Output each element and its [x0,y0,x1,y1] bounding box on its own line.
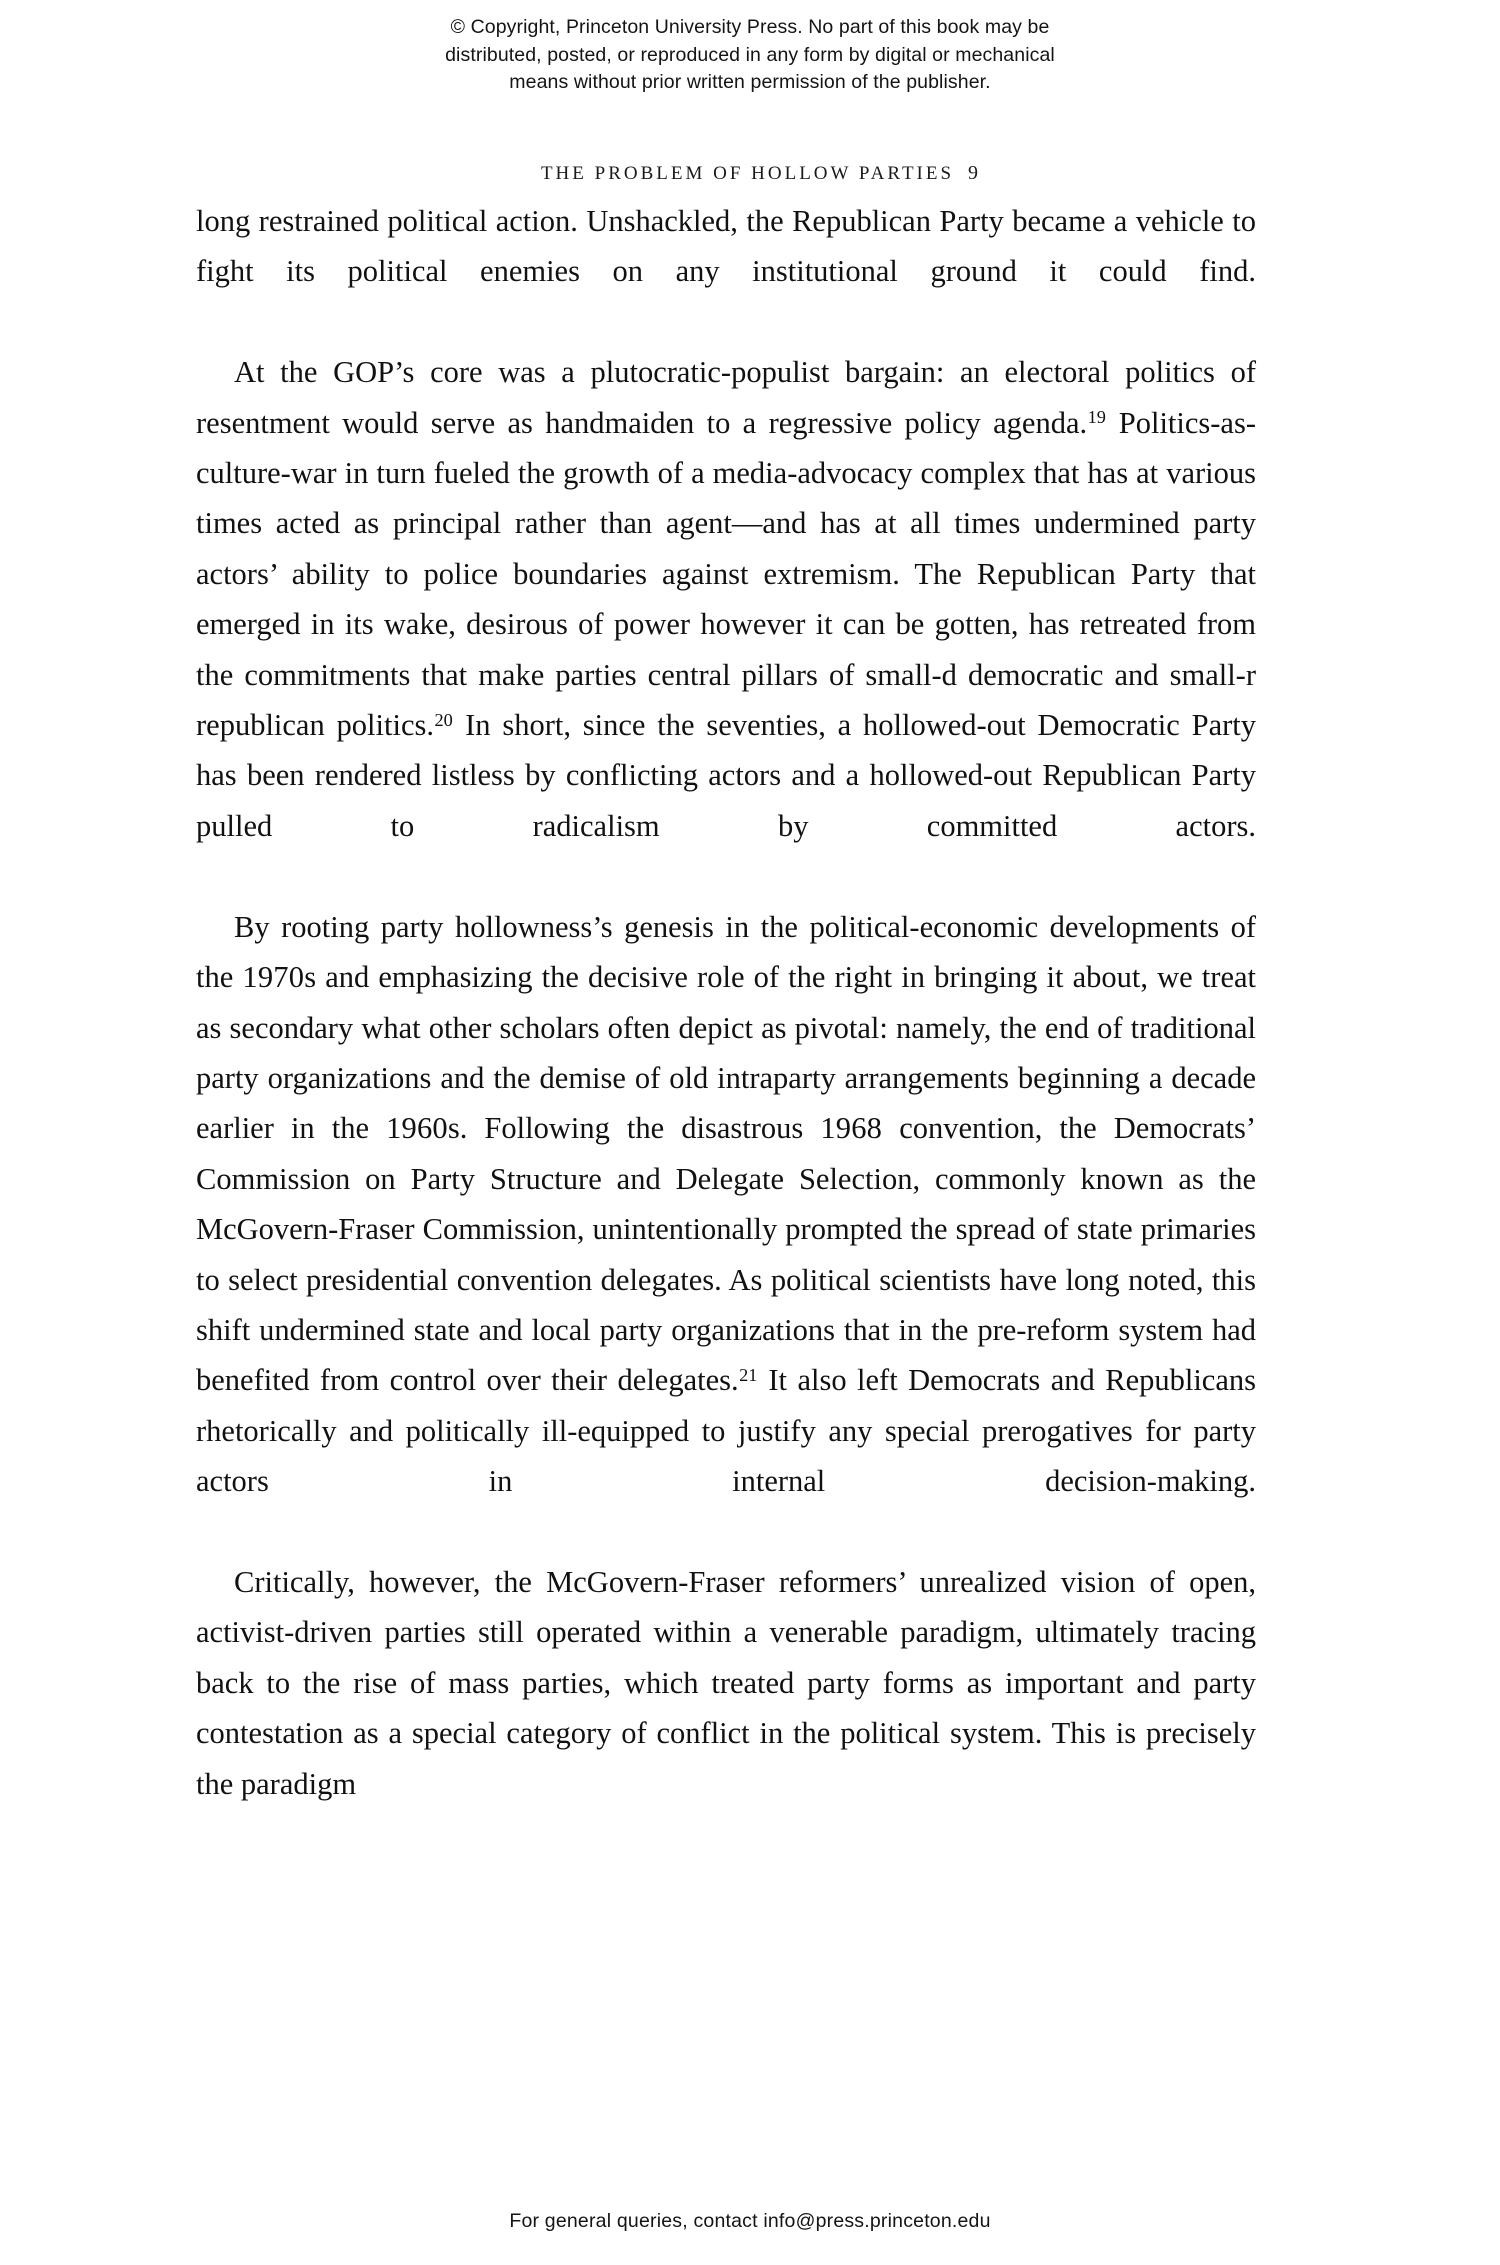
footnote-ref-19[interactable]: 19 [1087,407,1106,428]
footnote-ref-20[interactable]: 20 [434,709,453,730]
paragraph-3-run-3: s. Following the disastrous [447,1111,821,1146]
footnote-ref-21[interactable]: 21 [739,1364,758,1385]
paragraph-2-run-1: At the GOP’s core was a plutocratic-populist bargain: an electoral politics of resentment would serve as handmaiden to a regressive policy agenda. [196,355,1256,440]
page-number: 9 [968,162,979,184]
paragraph-3-run-2: s and emphasizing the decisive role of the right in bringing it about, we treat as secondary what other scholars often depict as pivotal: namely, the end of traditional party organizations and the demise of old intraparty arrangements beginning a decade earlier in the [196,960,1256,1146]
copyright-line-3: means without prior written permission of the publisher. [509,71,991,94]
paragraph-3-run-1: By rooting party hollowness’s genesis in the political-economic developments of the [196,909,1256,995]
footer-note: For general queries, contact info@press.princeton.edu [509,2210,991,2232]
year-1960: 1960 [386,1111,448,1146]
copyright-line-2: distributed, posted, or reproduced in any form by digital or mechanical [445,43,1055,66]
paragraph-2-run-3: In short, since the seventies, a hollowed-out Democratic Party has been rendered listless by conflicting actors and a hollowed-out Republican Party pulled to radicalism by committed actors. [196,708,1256,843]
paragraph-3 [196,902,1256,1557]
paragraph-1-text: long restrained political action. Unshackled, the Republican Party became a vehicle to fight its political enemies on any institutional ground it could find. [196,204,1256,289]
body-text-column [196,196,1256,1809]
running-head-title: THE PROBLEM OF HOLLOW PARTIES [540,163,955,184]
paragraph-1 [196,196,1256,347]
year-1968: 1968 [820,1111,883,1146]
paragraph-4 [196,1557,1256,1809]
paragraph-3-run-4: convention, the Democrats’ Commission on Party Structure and Delegate Selection, commonly known as the McGovern-Fraser Commission, unintentionally prompted the spread of state primaries to select presidential convention delegates. As political scientists have long noted, this shift undermined state and local party organizations that in the pre-reform system had benefited from control over their delegates. [196,1111,1256,1398]
copyright-line-1: © Copyright, Princeton University Press. No part of this book may be [450,16,1050,38]
paragraph-3-run-5: It also left Democrats and Republicans rhetorically and politically ill-equipped to justify any special prerogatives for party actors in internal decision-making. [196,1363,1256,1499]
paragraph-2 [196,347,1256,901]
copyright-notice [0,14,1500,97]
paragraph-2-run-2: Politics-as-culture-war in turn fueled the growth of a media-advocacy complex that has at various times acted as principal rather than agent—and has at all times undermined party actors’ ability to police boundaries against extremism. The Republican Party that emerged in its wake, desirous of power however it can be gotten, has retreated from the commitments that make parties central pillars of small-d democratic and small-r republican politics. [196,405,1256,743]
paragraph-4-text: Critically, however, the McGovern-Fraser reformers’ unrealized vision of open, activist-driven parties still operated within a venerable paradigm, ultimately tracing back to the rise of mass parties, which treated party forms as important and party contestation as a special category of conflict in the political system. This is precisely the paradigm [196,1564,1256,1801]
year-1970: 1970 [242,960,305,995]
